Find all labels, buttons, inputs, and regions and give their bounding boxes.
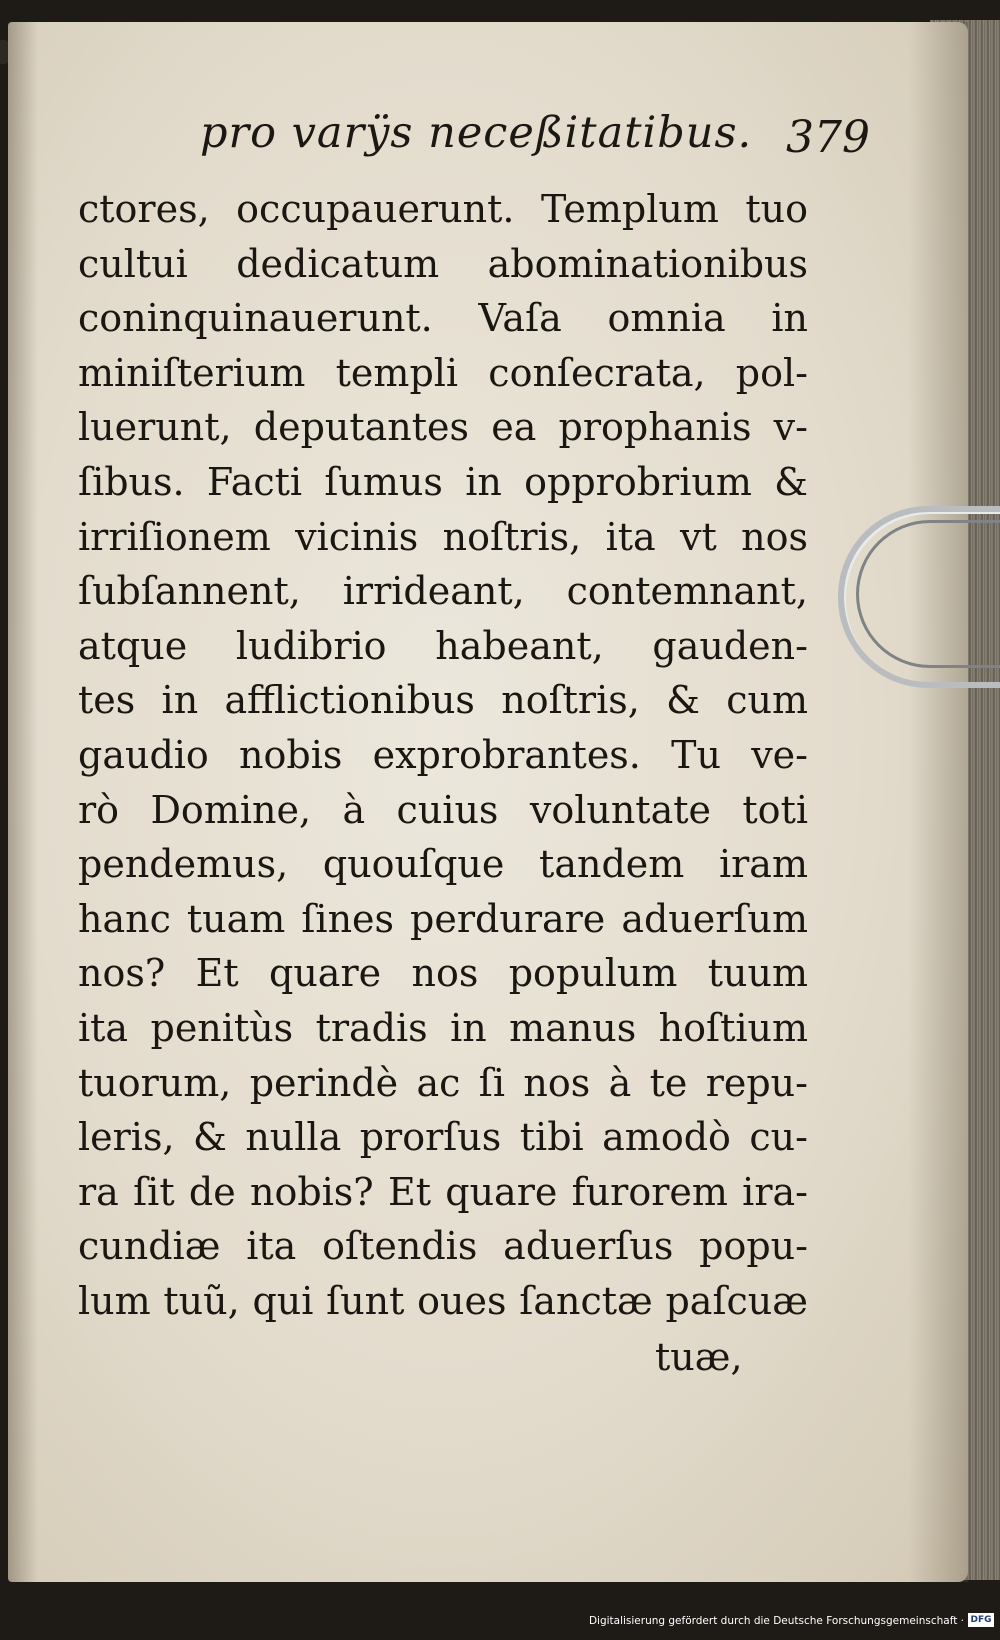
- text-line: tuorum, perindè ac ſi nos à te repu-: [78, 1060, 808, 1105]
- text-line: cundiæ ita oſtendis aduerſus popu-: [78, 1224, 808, 1269]
- text-line: irriſionem vicinis noſtris, ita vt nos: [78, 514, 808, 559]
- body-text: [78, 182, 808, 1328]
- digitization-credit: Digitalisierung gefördert durch die Deutsche Forschungsgemeinschaft ·: [588, 1615, 964, 1627]
- dfg-logo: DFG: [968, 1613, 994, 1627]
- catchword: tuæ,: [655, 1335, 743, 1379]
- text-line: ſibus. Facti ſumus in opprobrium &: [78, 459, 808, 504]
- text-line: lum tuũ, qui ſunt oues ſanctæ paſcuæ: [78, 1278, 808, 1323]
- text-line: nos? Et quare nos populum tuum: [78, 951, 808, 996]
- text-line: rò Domine, à cuius voluntate toti: [78, 787, 808, 832]
- text-line: tes in afflictionibus noſtris, & cum: [78, 678, 808, 723]
- text-line: coninquinauerunt. Vaſa omnia in: [78, 296, 808, 341]
- text-line: leris, & nulla prorſus tibi amodò cu-: [78, 1115, 808, 1160]
- gutter-shadow: [8, 22, 38, 1582]
- text-line: atque ludibrio habeant, gauden-: [78, 623, 808, 668]
- text-line: pendemus, quouſque tandem iram: [78, 842, 808, 887]
- text-line: ctores, occupauerunt. Templum tuo: [78, 187, 808, 231]
- paper-clip-inner-loop: [856, 520, 1000, 668]
- text-line: ita penitùs tradis in manus hoſtium: [78, 1005, 808, 1050]
- running-head: [180, 108, 870, 168]
- fore-edge-shade: [908, 22, 968, 1582]
- text-line: gaudio nobis exprobrantes. Tu ve-: [78, 732, 808, 777]
- page-number: 379: [786, 112, 870, 163]
- text-line: miniſterium templi conſecrata, pol-: [78, 350, 808, 395]
- running-title: pro varÿs neceßitatibus.: [200, 108, 753, 158]
- text-line: cultui dedicatum abominationibus: [78, 241, 808, 286]
- text-line: hanc tuam ſines perdurare aduerſum: [78, 896, 808, 941]
- text-line: ra ſit de nobis? Et quare furorem ira-: [78, 1169, 808, 1214]
- text-line: luerunt, deputantes ea prophanis v-: [78, 405, 808, 450]
- text-line: ſubſannent, irrideant, contemnant,: [78, 569, 808, 614]
